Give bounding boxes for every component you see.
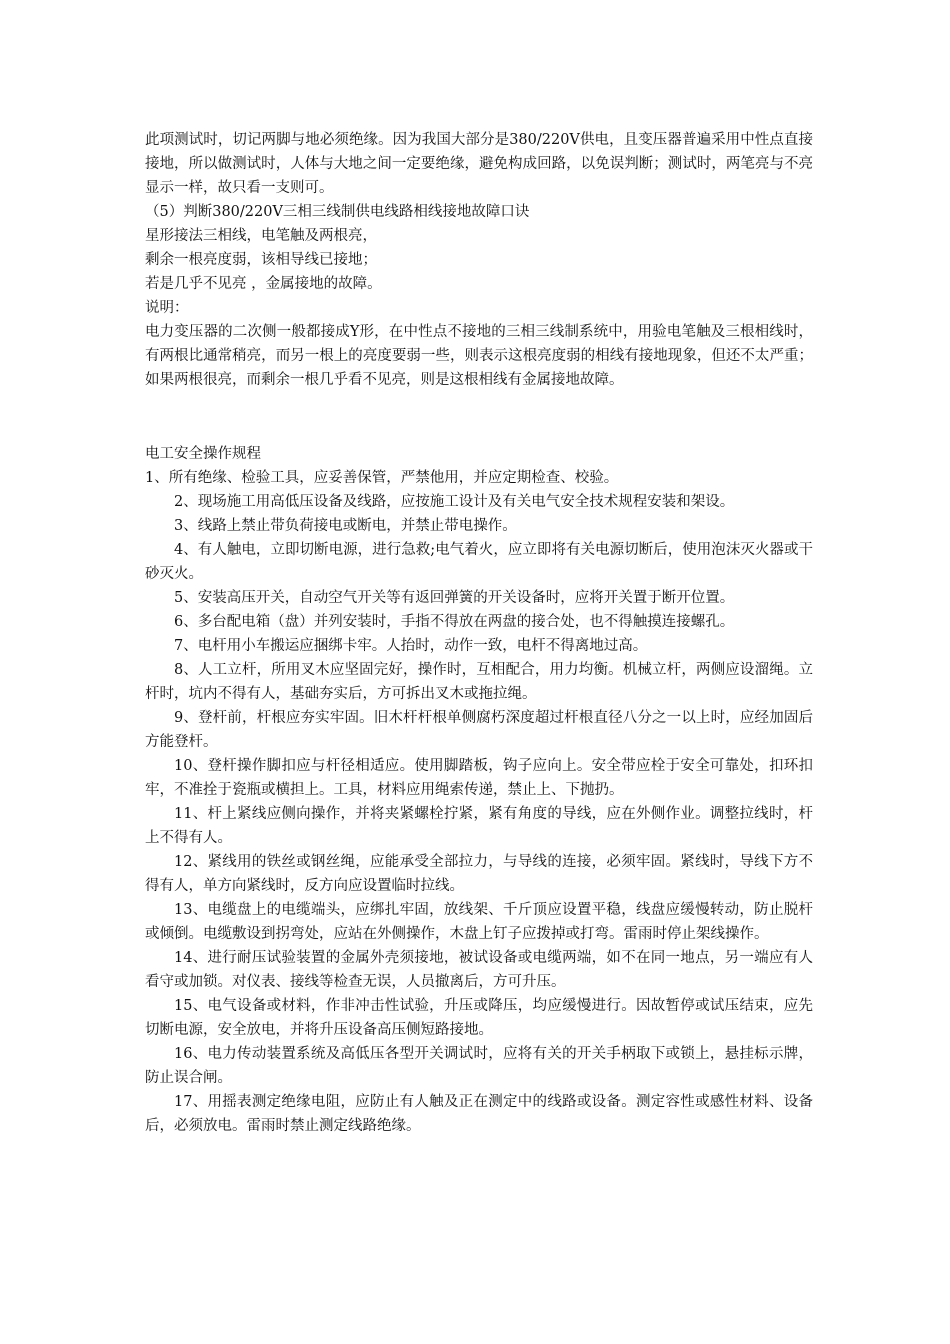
note-paragraph: 电力变压器的二次侧一般都接成Y形，在中性点不接地的三相三线制系统中，用验电笔触及三根相线时，有两根比通常稍亮，而另一根上的亮度要弱一些，则表示这根亮度弱的相线有接地现象，但还不太严重；如果两根很亮，而剩余一根几乎看不见亮，则是这根相线有金属接地故障。: [145, 324, 813, 388]
rule-item: 1、所有绝缘、检验工具，应妥善保管，严禁他用，并应定期检查、校验。: [145, 470, 619, 486]
verse-line-2: 剩余一根亮度弱，该相导线已接地；: [145, 252, 377, 268]
rule-item: 10、登杆操作脚扣应与杆径相适应。使用脚踏板，钩子应向上。安全带应栓于安全可靠处，扣环扣牢，不准拴于瓷瓶或横担上。工具，材料应用绳索传递，禁止上、下抛扔。: [145, 758, 813, 798]
rule-item: 15、电气设备或材料，作非冲击性试验，升压或降压，均应缓慢进行。因故暂停或试压结束，应先切断电源，安全放电，并将升压设备高压侧短路接地。: [145, 998, 813, 1038]
intro-paragraph: 此项测试时，切记两脚与地必须绝缘。因为我国大部分是380/220V供电，且变压器普遍采用中性点直接接地，所以做测试时，人体与大地之间一定要绝缘，避免构成回路，以免误判断；测试时，两笔亮与不亮显示一样，故只看一支则可。: [145, 132, 813, 196]
verse-line-1: 星形接法三相线，电笔触及两根亮，: [145, 228, 377, 244]
verse-line-3: 若是几乎不见亮 ，金属接地的故障。: [145, 276, 382, 292]
note-label: 说明：: [145, 300, 189, 316]
rule-item: 17、用摇表测定绝缘电阻，应防止有人触及正在测定中的线路或设备。测定容性或感性材料、设备后，必须放电。雷雨时禁止测定线路绝缘。: [145, 1094, 813, 1134]
rule-item: 11、杆上紧线应侧向操作，并将夹紧螺栓拧紧，紧有角度的导线，应在外侧作业。调整拉线时，杆上不得有人。: [145, 806, 813, 846]
document-page: [145, 128, 813, 1138]
rule-item: 16、电力传动装置系统及高低压各型开关调试时，应将有关的开关手柄取下或锁上，悬挂标示牌，防止误合闸。: [145, 1046, 813, 1086]
rule-item: 3、线路上禁止带负荷接电或断电，并禁止带电操作。: [174, 518, 517, 534]
rule-item: 13、电缆盘上的电缆端头，应绑扎牢固，放线架、千斤顶应设置平稳，线盘应缓慢转动，防止脱杆或倾倒。电缆敷设到拐弯处，应站在外侧操作，木盘上钉子应拨掉或打弯。雷雨时停止架线操作。: [145, 902, 813, 942]
verse-heading: （5）判断380/220V三相三线制供电线路相线接地故障口诀: [145, 204, 530, 220]
rule-item: 7、电杆用小车搬运应捆绑卡牢。人抬时，动作一致，电杆不得离地过高。: [174, 638, 648, 654]
rule-item: 4、有人触电，立即切断电源，进行急救;电气着火，应立即将有关电源切断后，使用泡沫灭火器或干砂灭火。: [145, 542, 813, 582]
rule-item: 9、登杆前，杆根应夯实牢固。旧木杆杆根单侧腐朽深度超过杆根直径八分之一以上时，应经加固后方能登杆。: [145, 710, 813, 750]
rule-item: 8、人工立杆，所用叉木应坚固完好，操作时，互相配合，用力均衡。机械立杆，两侧应设溜绳。立杆时，坑内不得有人，基础夯实后，方可拆出叉木或拖拉绳。: [145, 662, 813, 702]
rule-item: 5、安装高压开关，自动空气开关等有返回弹簧的开关设备时，应将开关置于断开位置。: [174, 590, 735, 606]
rule-item: 12、紧线用的铁丝或钢丝绳，应能承受全部拉力，与导线的连接，必须牢固。紧线时，导线下方不得有人，单方向紧线时，反方向应设置临时拉线。: [145, 854, 813, 894]
rule-item: 14、进行耐压试验装置的金属外壳须接地，被试设备或电缆两端，如不在同一地点，另一端应有人看守或加锁。对仪表、接线等检查无误，人员撤离后，方可升压。: [145, 950, 813, 990]
section-gap: [145, 392, 813, 442]
rule-item: 2、现场施工用高低压设备及线路，应按施工设计及有关电气安全技术规程安装和架设。: [174, 494, 735, 510]
section-title: 电工安全操作规程: [145, 446, 261, 462]
rule-item: 6、多台配电箱（盘）并列安装时，手指不得放在两盘的接合处，也不得触摸连接螺孔。: [174, 614, 735, 630]
